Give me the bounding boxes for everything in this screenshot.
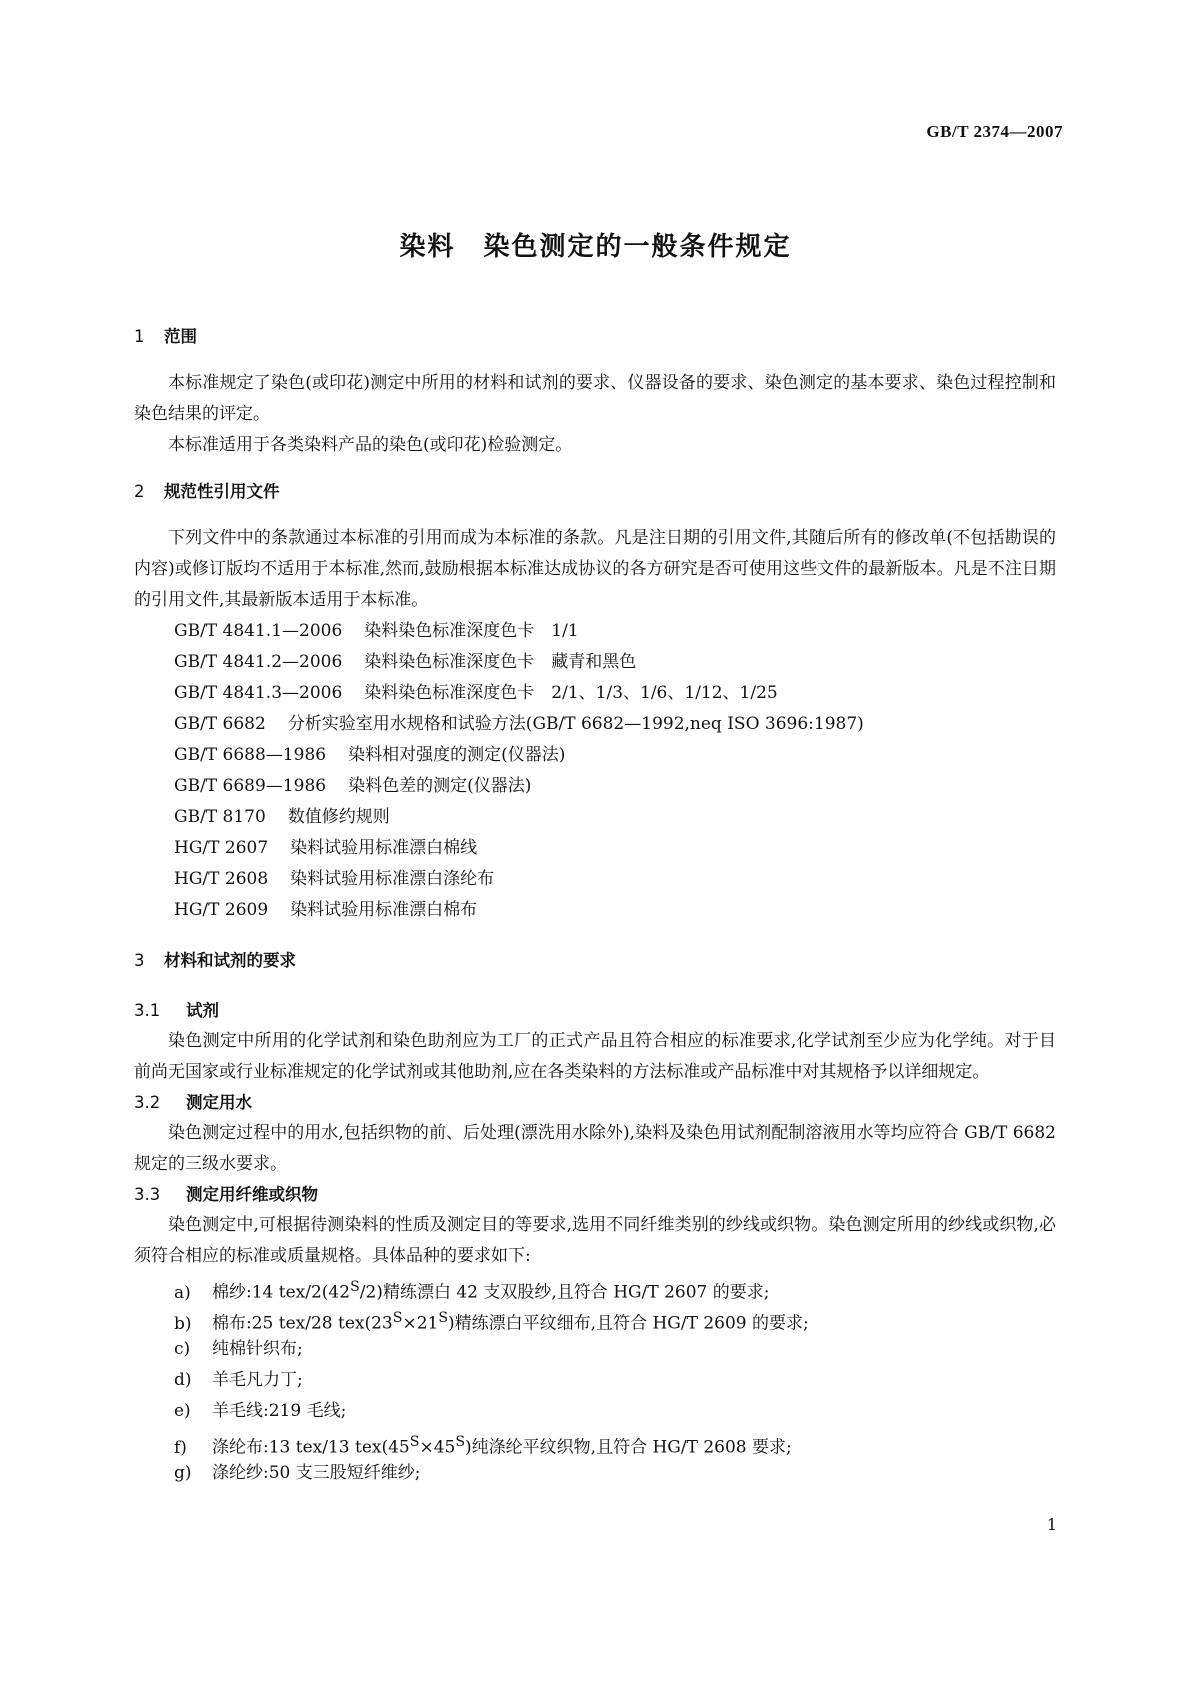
reference-title: 分析实验室用水规格和试验方法(GB/T 6682—1992,neq ISO 3696:1987) <box>287 714 864 734</box>
section-number: 1 <box>134 327 145 346</box>
reference-code: GB/T 4841.2—2006 <box>174 652 343 672</box>
paragraph: 下列文件中的条款通过本标准的引用而成为本标准的条款。凡是注日期的引用文件,其随后所有的修改单(不包括勘误的内容)或修订版均不适用于本标准,然而,鼓励根据本标准达成协议的各方研究是否可使用这些文件的最新版本。凡是不注日期的引用文件,其最新版本适用于本标准。 <box>134 528 1056 610</box>
reference-title: 染料试验用标准漂白棉布 <box>290 900 478 920</box>
reference-title: 染料试验用标准漂白涤纶布 <box>290 869 495 889</box>
section-1-heading <box>134 320 1056 354</box>
reference-code: HG/T 2607 <box>174 838 269 858</box>
subsection-3-2-heading <box>134 1088 1056 1118</box>
paragraph: 本标准适用于各类染料产品的染色(或印花)检验测定。 <box>168 435 573 455</box>
list-item: b) 棉布:25 tex/28 $tex(23^S\times 21^S)$精练漂白平纹细布,且符合 HG/T 2609 的要求; <box>134 1303 1056 1334</box>
paragraph: 染色测定中所用的化学试剂和染色助剂应为工厂的正式产品且符合相应的标准要求,化学试剂至少应为化学纯。对于目前尚无国家或行业标准规定的化学试剂或其他助剂,应在各类染料的方法标准或产品标准中对其规格予以详细规定。 <box>134 1031 1056 1082</box>
list-item: g) 涤纶纱:50 支三股短纤维纱; <box>134 1458 1056 1489</box>
reference-code: HG/T 2609 <box>174 900 269 920</box>
list-marker: e) <box>174 1401 191 1421</box>
section-title: 范围 <box>164 327 197 346</box>
reference-item <box>134 647 1056 678</box>
list-item: c) 纯棉针织布; <box>134 1334 1056 1365</box>
standard-number: GB/T 2374—2007 <box>926 122 1063 141</box>
section-title: 材料和试剂的要求 <box>164 951 296 970</box>
section-3-heading <box>134 944 1056 978</box>
list-marker: g) <box>174 1463 192 1483</box>
reference-item <box>134 771 1056 802</box>
document-title: 染料 染色测定的一般条件规定 <box>399 232 792 262</box>
reference-code: HG/T 2608 <box>174 869 269 889</box>
reference-item <box>134 678 1056 709</box>
material-list <box>134 1272 1056 1489</box>
subsection-title: 测定用水 <box>186 1093 252 1112</box>
reference-code: GB/T 4841.3—2006 <box>174 683 343 703</box>
reference-code: GB/T 6689—1986 <box>174 776 327 796</box>
reference-title: 染料相对强度的测定(仪器法) <box>348 745 566 765</box>
reference-code: GB/T 4841.1—2006 <box>174 621 343 641</box>
list-marker: d) <box>174 1370 192 1390</box>
list-item: e) 羊毛线:219 毛线; <box>134 1396 1056 1427</box>
list-marker: b) <box>174 1313 192 1334</box>
reference-title: 染料染色标准深度色卡 2/1、1/3、1/6、1/12、1/25 <box>364 683 778 703</box>
paragraph: 染色测定中,可根据待测染料的性质及测定目的等要求,选用不同纤维类别的纱线或织物。染色测定所用的纱线或织物,必须符合相应的标准或质量规格。具体品种的要求如下: <box>134 1215 1056 1266</box>
subsection-title: 试剂 <box>186 1001 219 1020</box>
section-2-heading <box>134 475 1056 509</box>
reference-item <box>134 740 1056 771</box>
list-item: a) 棉纱:14 tex/$2(42^S/2)$精练漂白 42 支双股纱,且符合 HG/T 2607 的要求; <box>134 1272 1056 1303</box>
reference-title: 染料染色标准深度色卡 藏青和黑色 <box>364 652 637 672</box>
reference-title: 染料染色标准深度色卡 1/1 <box>364 621 579 641</box>
reference-item <box>134 895 1056 926</box>
reference-code: GB/T 6688—1986 <box>174 745 327 765</box>
subsection-number: 3.2 <box>134 1093 161 1112</box>
section-number: 2 <box>134 482 145 501</box>
reference-list <box>134 616 1056 926</box>
subsection-3-3-heading <box>134 1180 1056 1210</box>
subsection-number: 3.3 <box>134 1185 161 1204</box>
paragraph: 染色测定过程中的用水,包括织物的前、后处理(漂洗用水除外),染料及染色用试剂配制溶液用水等均应符合 GB/T 6682 规定的三级水要求。 <box>134 1123 1056 1174</box>
section-title: 规范性引用文件 <box>164 482 280 501</box>
list-marker: c) <box>174 1339 191 1359</box>
document-body <box>134 320 1056 1489</box>
reference-code: GB/T 6682 <box>174 714 266 734</box>
reference-title: 染料色差的测定(仪器法) <box>348 776 532 796</box>
reference-item <box>134 833 1056 864</box>
list-item: d) 羊毛凡力丁; <box>134 1365 1056 1396</box>
reference-title: 数值修约规则 <box>287 807 390 827</box>
paragraph: 本标准规定了染色(或印花)测定中所用的材料和试剂的要求、仪器设备的要求、染色测定的基本要求、染色过程控制和染色结果的评定。 <box>134 373 1056 424</box>
subsection-3-1-heading <box>134 996 1056 1026</box>
reference-code: GB/T 8170 <box>174 807 266 827</box>
subsection-number: 3.1 <box>134 1001 161 1020</box>
reference-item <box>134 864 1056 895</box>
page-number: 1 <box>1046 1515 1057 1534</box>
section-number: 3 <box>134 951 145 970</box>
reference-item <box>134 709 1056 740</box>
reference-item <box>134 802 1056 833</box>
reference-item <box>134 616 1056 647</box>
list-item: f) 涤纶布:13 tex/13 $tex(45^S\times 45^S)$纯涤纶平纹织物,且符合 HG/T 2608 要求; <box>134 1427 1056 1458</box>
list-marker: a) <box>174 1282 191 1303</box>
reference-title: 染料试验用标准漂白棉线 <box>290 838 478 858</box>
list-marker: f) <box>174 1437 187 1458</box>
subsection-title: 测定用纤维或织物 <box>186 1185 318 1204</box>
